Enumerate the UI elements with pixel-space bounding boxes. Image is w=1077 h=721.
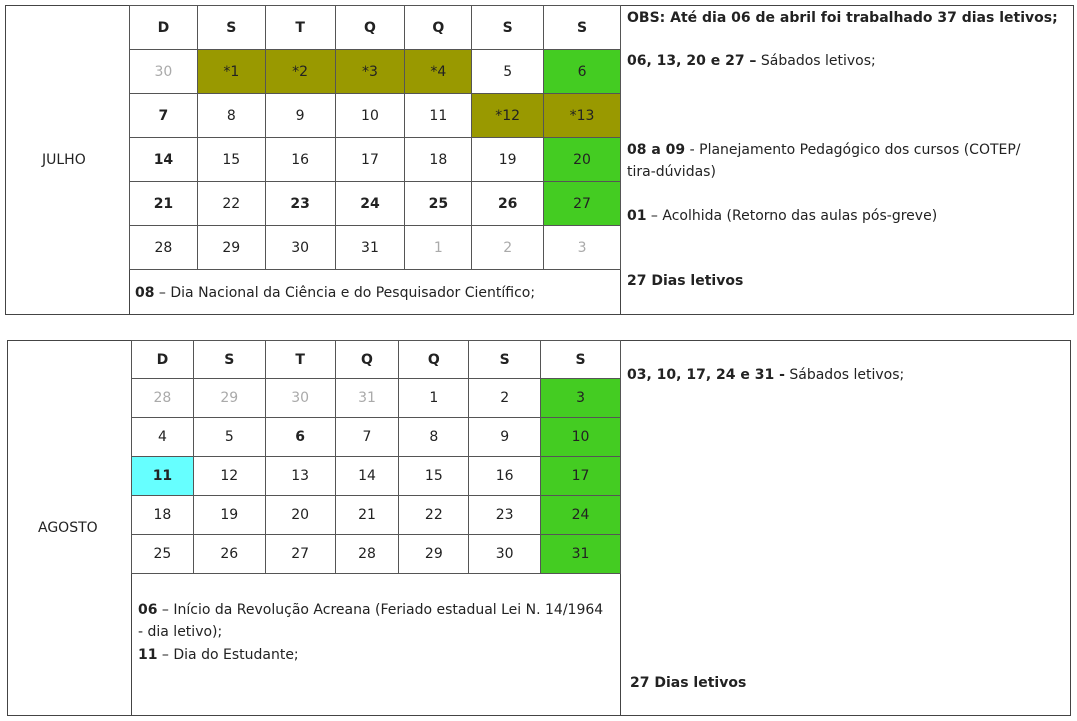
day-cell: *3 (335, 50, 405, 94)
weekday-header: Q (399, 341, 469, 379)
july-total: 27 Dias letivos (627, 273, 744, 289)
day-cell: 1 (405, 226, 472, 270)
day-cell: 28 (130, 226, 198, 270)
day-cell: 25 (405, 182, 472, 226)
weekday-header: T (265, 6, 335, 50)
july-obs: OBS: Até dia 06 de abril foi trabalhado 37 dias letivos; (627, 10, 1058, 26)
day-cell: 30 (265, 226, 335, 270)
day-cell: *12 (472, 94, 544, 138)
july-calendar (129, 5, 621, 270)
day-cell: 19 (193, 496, 265, 535)
day-cell: 18 (405, 138, 472, 182)
week-row (132, 457, 621, 496)
day-cell: 19 (472, 138, 544, 182)
weekday-header: S (472, 6, 544, 50)
day-cell: 29 (399, 535, 469, 574)
day-cell: 29 (193, 379, 265, 418)
week-row (130, 226, 621, 270)
day-cell: 12 (193, 457, 265, 496)
august-footnote-2: 11 – Dia do Estudante; (138, 647, 299, 663)
day-cell: 21 (335, 496, 399, 535)
day-cell: 20 (544, 138, 621, 182)
august-total: 27 Dias letivos (630, 675, 747, 691)
weekday-header: S (544, 6, 621, 50)
day-cell: 9 (469, 418, 541, 457)
day-cell: 30 (265, 379, 335, 418)
july-saturdays-note: 06, 13, 20 e 27 – Sábados letivos; (627, 53, 876, 69)
day-cell: 24 (335, 182, 405, 226)
day-cell: 6 (544, 50, 621, 94)
day-cell: 27 (544, 182, 621, 226)
day-cell: *2 (265, 50, 335, 94)
day-cell: 16 (469, 457, 541, 496)
month-name-august: AGOSTO (38, 520, 98, 536)
day-cell: 17 (541, 457, 621, 496)
week-row (130, 50, 621, 94)
day-cell: 26 (193, 535, 265, 574)
weekday-header: S (541, 341, 621, 379)
day-cell: 9 (265, 94, 335, 138)
month-name-july: JULHO (42, 152, 86, 168)
day-cell: 24 (541, 496, 621, 535)
weekday-header: Q (405, 6, 472, 50)
day-cell: 28 (335, 535, 399, 574)
day-cell: 1 (399, 379, 469, 418)
day-cell: 14 (130, 138, 198, 182)
day-cell: 22 (399, 496, 469, 535)
day-cell: 26 (472, 182, 544, 226)
week-row (130, 138, 621, 182)
week-row (132, 535, 621, 574)
day-cell: 28 (132, 379, 194, 418)
day-cell: 16 (265, 138, 335, 182)
day-cell: *1 (197, 50, 265, 94)
day-cell: *4 (405, 50, 472, 94)
day-cell: 13 (265, 457, 335, 496)
day-cell: 21 (130, 182, 198, 226)
day-cell: 4 (132, 418, 194, 457)
weekday-header: S (469, 341, 541, 379)
day-cell: 31 (335, 226, 405, 270)
day-cell: 15 (399, 457, 469, 496)
august-calendar (131, 340, 621, 574)
weekday-header: D (132, 341, 194, 379)
week-row (132, 418, 621, 457)
day-cell: 10 (541, 418, 621, 457)
day-cell: 11 (132, 457, 194, 496)
day-cell: 7 (130, 94, 198, 138)
day-cell: *13 (544, 94, 621, 138)
week-row (130, 182, 621, 226)
august-saturdays-note: 03, 10, 17, 24 e 31 - Sábados letivos; (627, 367, 905, 383)
day-cell: 18 (132, 496, 194, 535)
day-cell: 25 (132, 535, 194, 574)
day-cell: 3 (544, 226, 621, 270)
weekday-header: Q (335, 341, 399, 379)
day-cell: 3 (541, 379, 621, 418)
day-cell: 10 (335, 94, 405, 138)
day-cell: 23 (469, 496, 541, 535)
day-cell: 17 (335, 138, 405, 182)
weekday-header: Q (335, 6, 405, 50)
day-cell: 20 (265, 496, 335, 535)
day-cell: 14 (335, 457, 399, 496)
week-row (132, 379, 621, 418)
weekday-header: T (265, 341, 335, 379)
day-cell: 27 (265, 535, 335, 574)
day-cell: 2 (472, 226, 544, 270)
day-cell: 6 (265, 418, 335, 457)
day-cell: 29 (197, 226, 265, 270)
day-cell: 15 (197, 138, 265, 182)
day-cell: 5 (193, 418, 265, 457)
day-cell: 22 (197, 182, 265, 226)
july-acolhida-note: 01 – Acolhida (Retorno das aulas pós-greve) (627, 208, 938, 224)
day-cell: 30 (469, 535, 541, 574)
day-cell: 31 (541, 535, 621, 574)
weekday-header: D (130, 6, 198, 50)
day-cell: 30 (130, 50, 198, 94)
july-footnote: 08 – Dia Nacional da Ciência e do Pesquisador Científico; (135, 285, 536, 301)
day-cell: 7 (335, 418, 399, 457)
day-cell: 2 (469, 379, 541, 418)
august-footnote-1: 06 – Início da Revolução Acreana (Feriado estadual Lei N. 14/1964 - dia letivo); (138, 602, 604, 640)
day-cell: 8 (399, 418, 469, 457)
week-row (132, 496, 621, 535)
day-cell: 11 (405, 94, 472, 138)
day-cell: 8 (197, 94, 265, 138)
weekday-header: S (193, 341, 265, 379)
day-cell: 5 (472, 50, 544, 94)
day-cell: 23 (265, 182, 335, 226)
weekday-header: S (197, 6, 265, 50)
july-planning-note: 08 a 09 - Planejamento Pedagógico dos cursos (COTEP/ tira-dúvidas) (627, 142, 1021, 180)
week-row (130, 94, 621, 138)
day-cell: 31 (335, 379, 399, 418)
